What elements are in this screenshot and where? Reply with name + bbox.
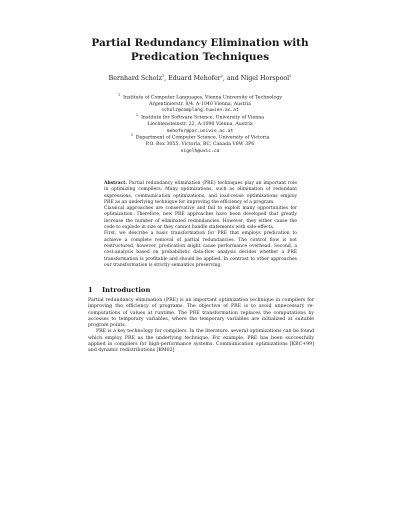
affiliation-mark: 1 (117, 93, 121, 97)
author-mark: 1 (161, 73, 165, 78)
body-paragraph: Partial redundancy elimination (PRE) is an important optimization technique in compilers for improving the efficiency of programs. The objective of PRE is to avoid unnecessary re-computations of values at runtime. The PRE transformation replaces the computations by accesses to temporary variables, where the temporary variables are initialized at suitable program points. (88, 298, 314, 329)
abstract (104, 181, 297, 269)
author-mark: 3 (289, 73, 292, 78)
affiliation-line: Department of Computer Science, University of Victoria (135, 135, 270, 141)
affiliation (70, 135, 330, 155)
abstract-label: Abstract. (104, 181, 127, 186)
affiliation-email: mehofer@par.univie.ac.at (166, 128, 234, 134)
author-separator: , (164, 75, 169, 82)
abstract-text: Partial redundancy elimination (PRE) techniques play an important role in optimizing compilers. Many optimizations, such as elimination of redundant expressions, communication optimizations, and load-reuse optimizations employ PRE as an underlying technique for improving the efficiency of a program. (104, 181, 297, 205)
affiliation-address: P.O. Box 3055, Victoria, BC, Canada V8W 3P6 (145, 142, 255, 148)
affiliation-address: Liechtensteinstr. 22, A-1090 Vienna, Austria (147, 122, 253, 128)
section-number: 1 (88, 286, 93, 294)
author-mark: 2 (220, 73, 223, 78)
section-title: Introduction (102, 286, 151, 294)
title-line-2: Predication Techniques (130, 51, 270, 63)
author-name: Nigel Horspool (240, 75, 290, 82)
affiliation-line: Institute for Software Science, University of Vienna (141, 115, 265, 121)
section-body (88, 298, 314, 355)
affiliation-mark: 2 (135, 113, 139, 118)
author-name: Eduard Mehofer (168, 75, 221, 82)
affiliation-mark: 3 (130, 133, 133, 138)
abstract-paragraph: Classical approaches are conservative and fail to exploit many opportunities for optimization. Therefore, new PRE approaches have been developed that greatly increase the number of eliminated redundancies. However, they either cause the code to explode in size or they cannot handle statements with side-effects. (104, 206, 297, 231)
abstract-paragraph: First, we describe a basic transformation for PRE that employs predication to achieve a complete removal of partial redundancies. The control flow is not restructured, however, predication might cause performance overhead. Second, a cost-analysis based on probabilistic data-flow analysis decides whether a PRE transformation is profitable and should be applied. In contrast to other approaches our transformation is strictly semantics preserving. (104, 231, 297, 268)
paper-title (60, 36, 340, 64)
author-separator: , and (222, 75, 241, 82)
author-list (60, 74, 340, 83)
section-heading (88, 286, 318, 294)
body-paragraph: PRE is a key technology for compilers. In the literature, several optimizations can be found which employ PRE as the underlying technique. For example, PRE has been successfully applied in compilers for high-performance systems. Communication optimizations [KBC+99] and dynamic redistributions [KM02] (88, 329, 314, 354)
title-line-1: Partial Redundancy Elimination with (91, 37, 309, 49)
author-name: Bernhard Scholz (108, 75, 162, 82)
affiliation-list (70, 95, 330, 156)
affiliation-line: Institute of Computer Languages, Vienna University of Technology (123, 95, 283, 101)
abstract-paragraph (104, 181, 297, 206)
affiliation-email: scholz@complang.tuwien.ac.at (161, 108, 239, 114)
affiliation-email: nigelh@uvic.ca (180, 148, 220, 154)
affiliation-address: Argentinierstr. 8/4, A-1040 Vienna, Austria (149, 101, 251, 107)
